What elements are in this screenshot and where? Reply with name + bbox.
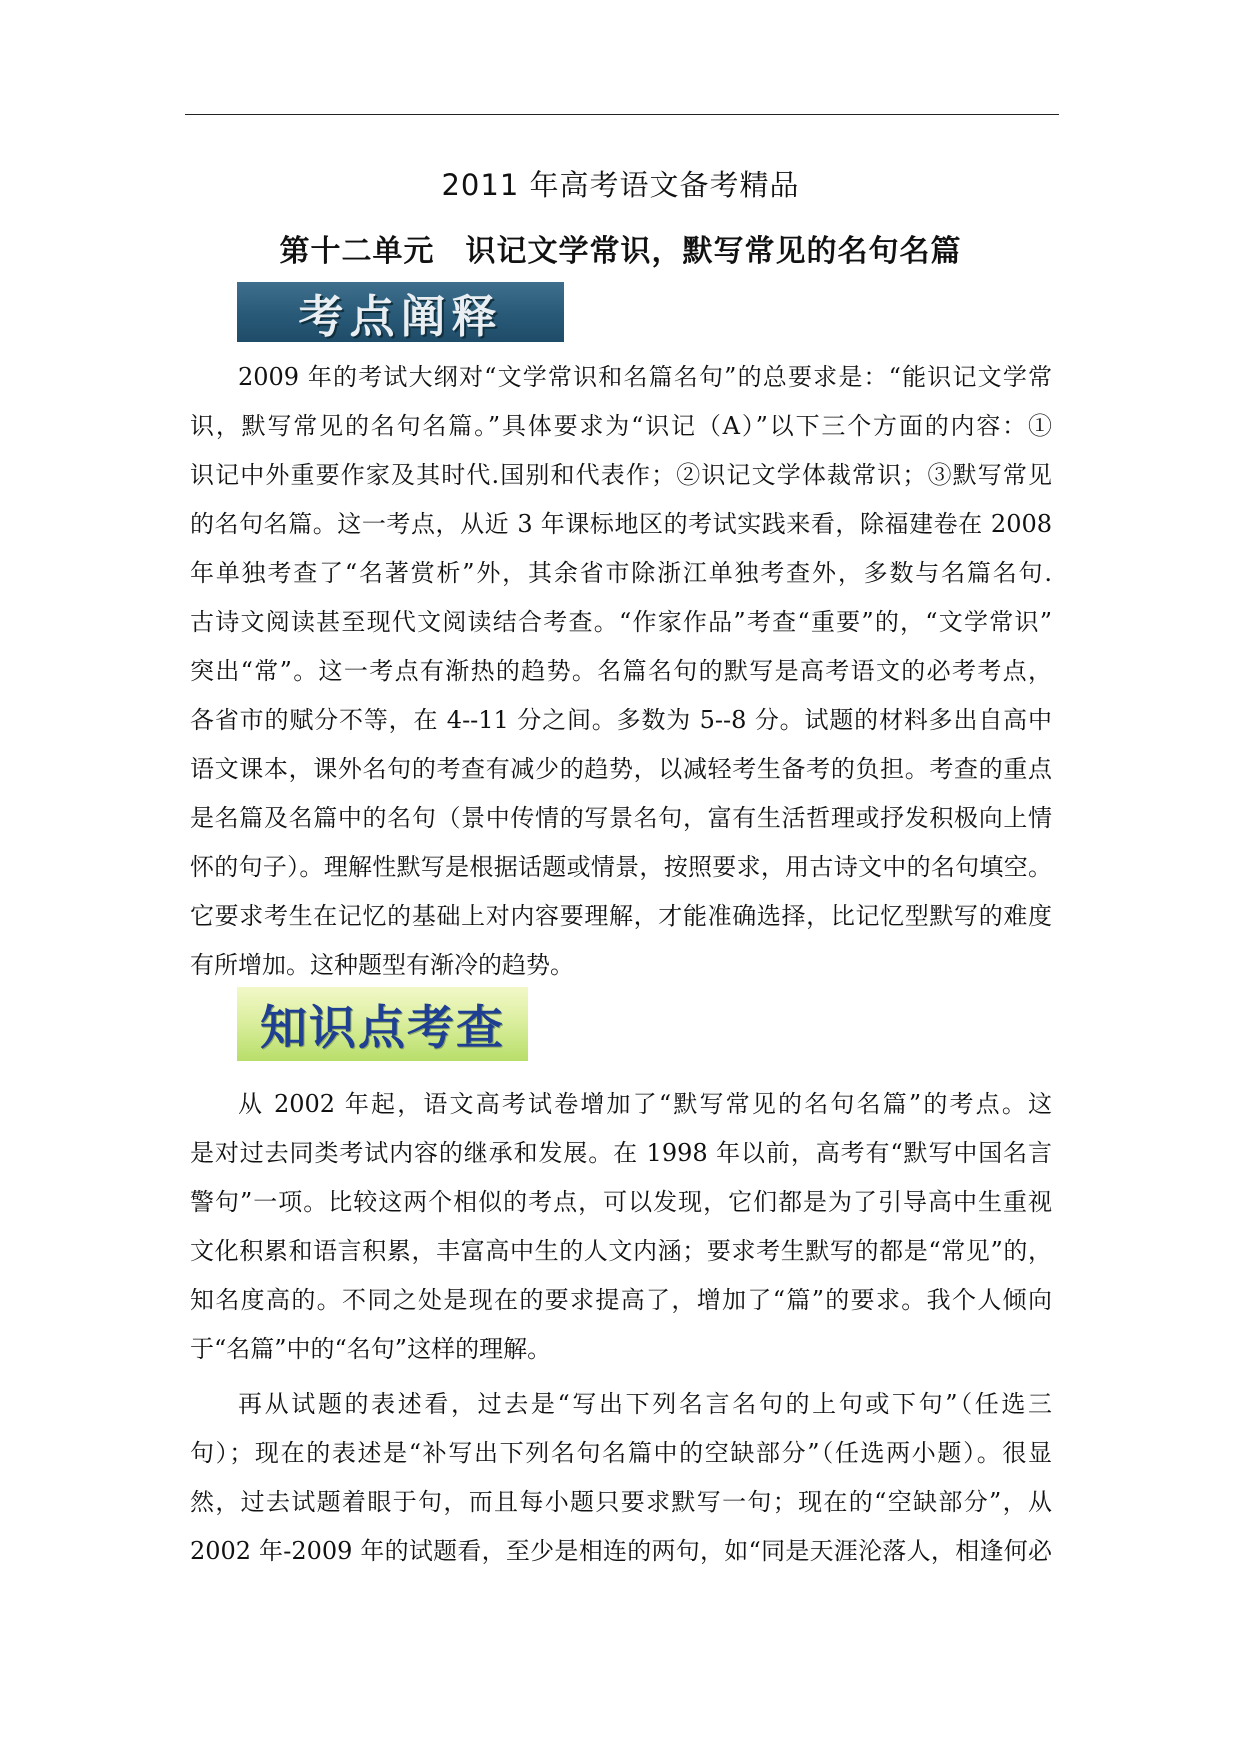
paragraph-line: 有所增加。这种题型有渐冷的趋势。	[190, 951, 574, 979]
paragraph-1	[190, 353, 1052, 990]
paragraph-line: 各省市的赋分不等，在 4--11 分之间。多数为 5--8 分。试题的材料多出自高中	[190, 706, 1052, 734]
paragraph-line: 是对过去同类考试内容的继承和发展。在 1998 年以前，高考有“默写中国名言	[190, 1139, 1052, 1167]
paragraph-line: 从 2002 年起，语文高考试卷增加了“默写常见的名句名篇”的考点。这	[238, 1090, 1052, 1118]
paragraph-line: 语文课本，课外名句的考查有减少的趋势，以减轻考生备考的负担。考查的重点	[190, 755, 1052, 783]
paragraph-line: 警句”一项。比较这两个相似的考点，可以发现，它们都是为了引导高中生重视	[190, 1188, 1052, 1216]
paragraph-line: 于“名篇”中的“名句”这样的理解。	[190, 1335, 552, 1363]
paragraph-line: 2002 年-2009 年的试题看，至少是相连的两句，如“同是天涯沦落人，相逢何必	[190, 1537, 1052, 1565]
paragraph-2	[190, 1080, 1052, 1374]
paragraph-line: 文化积累和语言积累，丰富高中生的人文内涵；要求考生默写的都是“常见”的，	[190, 1237, 1052, 1265]
paragraph-line: 的名句名篇。这一考点，从近 3 年课标地区的考试实践来看，除福建卷在 2008	[190, 510, 1052, 538]
section-banner-kaodian: 考点阐释	[237, 282, 564, 342]
paragraph-line: 是名篇及名篇中的名句（景中传情的写景名句，富有生活哲理或抒发积极向上情	[190, 804, 1052, 832]
header-rule	[185, 114, 1059, 115]
paragraph-line: 突出“常”。这一考点有渐热的趋势。名篇名句的默写是高考语文的必考考点，	[190, 657, 1052, 685]
paragraph-line: 古诗文阅读甚至现代文阅读结合考查。“作家作品”考查“重要”的，“文学常识”	[190, 608, 1052, 636]
paragraph-line: 识，默写常见的名句名篇。”具体要求为“识记（A）”以下三个方面的内容：①	[190, 412, 1052, 440]
paragraph-line: 识记中外重要作家及其时代.国别和代表作；②识记文学体裁常识；③默写常见	[190, 461, 1052, 489]
document-title: 2011 年高考语文备考精品	[441, 168, 800, 202]
paragraph-line: 然，过去试题着眼于句，而且每小题只要求默写一句；现在的“空缺部分”，从	[190, 1488, 1052, 1516]
paragraph-line: 句）；现在的表述是“补写出下列名句名篇中的空缺部分”（任选两小题）。很显	[190, 1439, 1052, 1467]
document-subtitle: 第十二单元 识记文学常识，默写常见的名句名篇	[279, 234, 962, 269]
paragraph-line: 年单独考查了“名著赏析”外，其余省市除浙江单独考查外，多数与名篇名句.	[190, 559, 1052, 587]
paragraph-line: 再从试题的表述看，过去是“写出下列名言名句的上句或下句”（任选三	[238, 1390, 1052, 1418]
paragraph-3	[190, 1380, 1052, 1576]
paragraph-line: 怀的句子）。理解性默写是根据话题或情景，按照要求，用古诗文中的名句填空。	[190, 853, 1052, 881]
section-banner-zhishidian: 知识点考查	[237, 987, 528, 1061]
paragraph-line: 2009 年的考试大纲对“文学常识和名篇名句”的总要求是：“能识记文学常	[238, 363, 1052, 391]
paragraph-line: 它要求考生在记忆的基础上对内容要理解，才能准确选择，比记忆型默写的难度	[190, 902, 1052, 930]
paragraph-line: 知名度高的。不同之处是现在的要求提高了，增加了“篇”的要求。我个人倾向	[190, 1286, 1052, 1314]
